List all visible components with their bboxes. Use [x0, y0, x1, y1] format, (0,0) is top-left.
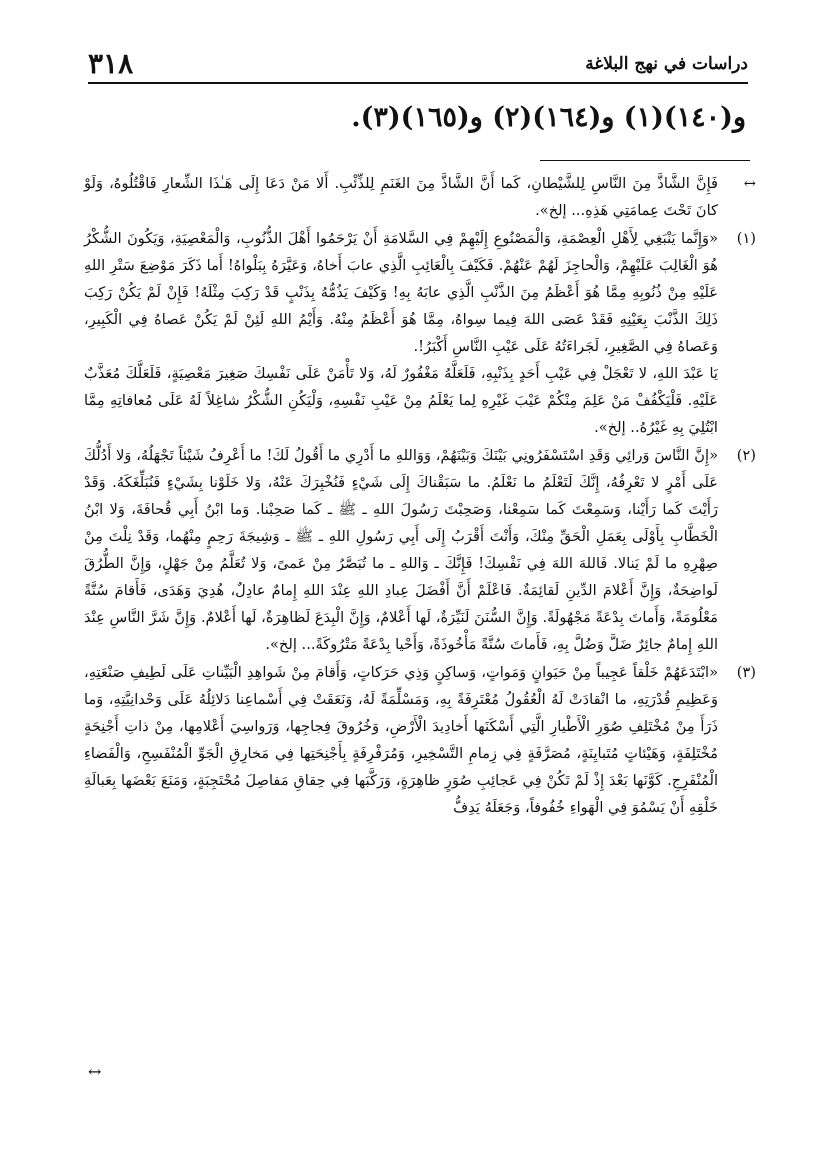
footnote-marker: (٣): [736, 664, 756, 681]
footnote-2: [84, 442, 756, 658]
footnote-1: [84, 225, 756, 441]
footnote-marker: (١): [736, 230, 756, 247]
page-header: [88, 40, 748, 84]
footnote-paragraph: «إِنَّ النَّاسَ وَرائِي وَقَدِ اسْتَسْفَرُونِي بَيْنَكَ وَبَيْنَهُمْ، وَوَاللهِ ما أَدْرِي ما أَقُولُ لَكَ! ما أَعْرِفُ شَيْئاً تَجْهَلُهُ، وَلا أَدُلُّكَ عَلَى أَمْرٍ لا تَعْرِفُهُ، إِنَّكَ لَتَعْلَمُ ما نَعْلَمُ. ما سَبَقْناكَ إِلَى شَيْءٍ فَنُخْبِرَكَ عَنْهُ، وَلا خَلَوْنا بِشَيْءٍ فَنُبَلِّغَكَهُ. وَقَدْ رَأَيْتَ كَما رَأَيْنا، وَسَمِعْتَ كَما سَمِعْنا، وَصَحِبْتَ رَسُولَ اللهِ ـ ﷺ ـ كَما صَحِبْنا. وَما ابْنُ أَبِي قُحافَةَ، وَلا ابْنُ الْخَطَّابِ بِأَوْلَى بِعَمَلِ الْحَقِّ مِنْكَ، وَأَنْتَ أَقْرَبُ إِلَى أَبِي رَسُولِ اللهِ ـ ﷺ ـ وَشِيجَةَ رَحِمٍ مِنْهُما، وَقَدْ نِلْتَ مِنْ صِهْرِهِ ما لَمْ يَنالا. فَاللهَ اللهَ فِي نَفْسِكَ! فَإِنَّكَ ـ وَاللهِ ـ ما تُبَصَّرُ مِنْ عَمىً، وَلا تُعَلَّمُ مِنْ جَهْلٍ، وَإِنَّ الطُّرُقَ لَواضِحَةٌ، وَإِنَّ أَعْلامَ الدِّينِ لَقائِمَةٌ. فَاعْلَمْ أَنَّ أَفْضَلَ عِبادِ اللهِ عِنْدَ اللهِ إِمامٌ عادِلٌ، هُدِيَ وَهَدَى، فَأَقامَ سُنَّةً مَعْلُومَةً، وَأَماتَ بِدْعَةً مَجْهُولَةً. وَإِنَّ السُّنَنَ لَنَيِّرَةٌ، لَها أَعْلامٌ، وَإِنَّ الْبِدَعَ لَظاهِرَةٌ، لَها أَعْلامٌ. وَإِنَّ شَرَّ النَّاسِ عِنْدَ اللهِ إِمامٌ جائِرٌ ضَلَّ وَضُلَّ بِهِ، فَأَماتَ سُنَّةً مَأْخُوذَةً، وَأَحْيا بِدْعَةً مَتْرُوكَةً... إلخ».: [84, 447, 718, 653]
footnote-paragraph: «وَإِنَّما يَنْبَغِي لِأَهْلِ الْعِصْمَةِ، وَالْمَصْنُوعِ إِلَيْهِمْ فِي السَّلامَةِ أَنْ يَرْحَمُوا أَهْلَ الذُّنُوبِ، وَالْمَعْصِيَةِ، وَيَكُونَ الشُّكْرُ هُوَ الْغَالِبَ عَلَيْهِمْ، وَالْحاجِزَ لَهُمْ عَنْهُمْ. فَكَيْفَ بِالْعَائِبِ الَّذِي عابَ أَخاهُ، وَعَيَّرَهُ بِبَلْواهُ! أَما ذَكَرَ مَوْضِعَ سَتْرِ اللهِ عَلَيْهِ مِنْ ذُنُوبِهِ مِمَّا هُوَ أَعْظَمُ مِنَ الذَّنْبِ الَّذِي عابَهُ بِهِ! وَكَيْفَ يَذُمُّهُ بِذَنْبٍ قَدْ رَكِبَ مِثْلَهُ! فَإِنْ لَمْ يَكُنْ رَكِبَ ذَلِكَ الذَّنْبَ بِعَيْنِهِ فَقَدْ عَصَى اللهَ فِيما سِواهُ، مِمَّا هُوَ أَعْظَمُ مِنْهُ. وَأَيْمُ اللهِ لَئِنْ لَمْ يَكُنْ عَصاهُ فِي الْكَبِيرِ، وَعَصاهُ فِي الصَّغِيرِ، لَجَراءَتُهُ عَلَى عَيْبِ النَّاسِ أَكْبَرُ!.: [84, 230, 718, 355]
footnote-3: [84, 659, 756, 821]
footnote-marker: (٢): [736, 447, 756, 464]
running-title: دراسات في نهج البلاغة: [585, 54, 748, 74]
footnotes-section: [84, 170, 756, 822]
continuation-arrow-icon: ↔: [743, 175, 756, 192]
footnote-separator: [540, 160, 750, 161]
continuation-arrow-icon: ↔: [88, 1062, 102, 1081]
footnote-paragraph: يَا عَبْدَ اللهِ، لا تَعْجَلْ فِي عَيْبِ أَحَدٍ بِذَنْبِهِ، فَلَعَلَّهُ مَغْفُورٌ لَهُ، وَلا تَأْمَنْ عَلَى نَفْسِكَ صَغِيرَ مَعْصِيَةٍ، فَلَعَلَّكَ مُعَذَّبٌ عَلَيْهِ. فَلْيَكْفُفْ مَنْ عَلِمَ مِنْكُمْ عَيْبَ غَيْرِهِ لِما يَعْلَمُ مِنْ عَيْبِ نَفْسِهِ، وَلْيَكُنِ الشُّكْرُ شاغِلاً لَهُ عَلَى مُعافاتِهِ مِمَّا ابْتُلِيَ بِهِ غَيْرُهُ.. إلخ».: [84, 365, 718, 436]
footnote-paragraph: فَإِنَّ الشَّاذَّ مِنَ النَّاسِ لِلشَّيْطانِ، كَما أَنَّ الشَّاذَّ مِنَ الغَنَمِ لِلذِّئْبِ. أَلا مَنْ دَعَا إِلَى هَـٰذَا الشِّعارِ فَاقْتُلُوهُ، وَلَوْ كانَ تَحْتَ عِمامَتِي هَذِهِ... إلخ».: [84, 175, 718, 219]
continued-footnote: [84, 170, 756, 224]
opening-line: و(١٤٠)(١) و(١٦٤)(٢) و(١٦٥)(٣).: [351, 102, 746, 133]
page-number: ٣١٨: [88, 47, 134, 80]
footnote-paragraph: «ابْتَدَعَهُمْ خَلْقاً عَجِيباً مِنْ حَيَوانٍ وَمَواتٍ، وَساكِنٍ وَذِي حَرَكاتٍ، وَأَقامَ مِنْ شَواهِدِ الْبَيِّناتِ عَلَى لَطِيفِ صَنْعَتِهِ، وَعَظِيمِ قُدْرَتِهِ، ما انْقادَتْ لَهُ الْعُقُولُ مُعْتَرِفَةً بِهِ، وَمَسْلِّمَةً لَهُ، وَنَعَقَتْ فِي أَسْماعِنا دَلائِلُهُ عَلَى وَحْدانِيَّتِهِ، وَما ذَرَأَ مِنْ مُخْتَلِفِ صُوَرِ الْأَطْيارِ الَّتِي أَسْكَنَها أَخادِيدَ الْأَرْضِ، وَخُرُوقَ فِجاجِها، وَرَواسِيَ أَعْلامِها، مِنْ ذاتِ أَجْنِحَةٍ مُخْتَلِفَةٍ، وَهَيْئاتٍ مُتَبايِنَةٍ، مُصَرَّفَةٍ فِي زِمامِ التَّسْخِيرِ، وَمُرَفْرِفَةٍ بِأَجْنِحَتِها فِي مَخارِقِ الْجَوِّ الْمُنْفَسِحِ، وَالْفَضاءِ الْمُنْفَرِجِ. كَوَّنَها بَعْدَ إِذْ لَمْ تَكُنْ فِي عَجائِبِ صُوَرٍ ظاهِرَةٍ، وَرَكَّبَها فِي حِقاقِ مَفاصِلَ مُحْتَجِبَةٍ، وَمَنَعَ بَعْضَها بِعَبالَةِ خَلْقِهِ أَنْ يَسْمُوَ فِي الْهَواءِ خُفُوفاً، وَجَعَلَهُ يَدِفُّ: [84, 664, 718, 816]
